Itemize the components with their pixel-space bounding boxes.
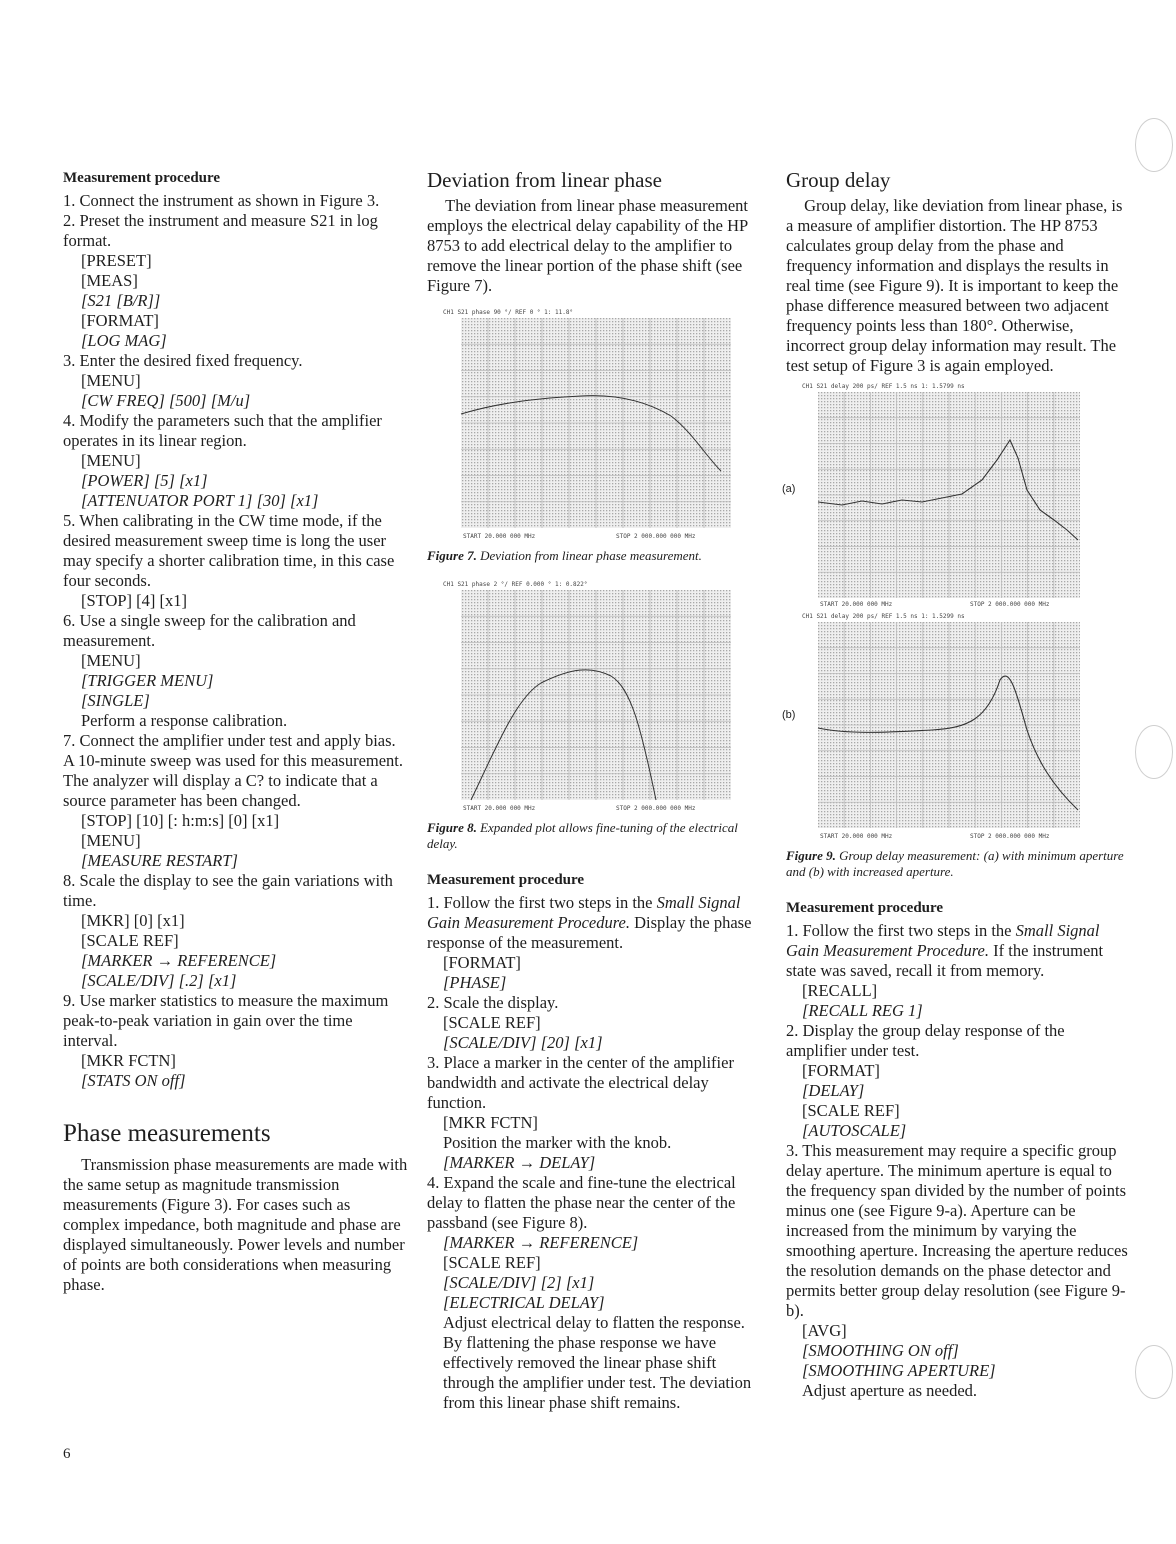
keystroke-line: [S21 [B/R]] [81,291,161,310]
keystroke-line: [CW FREQ] [500] [M/u] [81,391,251,410]
procedure-step: 2. Scale the display. [427,993,559,1012]
procedure-steps [63,191,408,1091]
keystroke-line: Adjust electrical delay to flatten the response. By flattening the phase response we have effectively removed the linear phase shift through the amplifier under test. The deviation from this linear phase shift remains. [443,1313,752,1412]
procedure-step: 2. Preset the instrument and measure S21 in log format. [63,211,378,250]
fig8-stop: STOP 2 000.000 000 MHz [616,805,696,812]
keystroke-line: [MENU] [81,831,141,850]
keystroke-line: [SMOOTHING APERTURE] [802,1361,996,1380]
column-2 [427,168,767,1413]
fig7-start: START 20.000 000 MHz [463,533,536,540]
keystroke-line: [MKR FCTN] [443,1113,538,1132]
phase-measurements-heading: Phase measurements [63,1120,271,1147]
procedure-step: 3. Enter the desired fixed frequency. [63,351,303,370]
keystroke-line: Adjust aperture as needed. [802,1381,978,1400]
keystroke-line: [SCALE REF] [81,931,179,950]
keystroke-line: [MEASURE RESTART] [81,851,238,870]
keystroke-line: [PHASE] [443,973,507,992]
keystroke-line: [MARKER → REFERENCE] [81,951,277,970]
procedure-step: 7. Connect the amplifier under test and apply bias. A 10-minute sweep was used for this measurement. The analyzer will display a C? to indicate that a source parameter has been changed. [63,731,404,810]
keystroke-line: [SCALE REF] [443,1013,541,1032]
procedure-step: 4. Expand the scale and fine-tune the electrical delay to flatten the phase near the center of the passband (see Figure 8). [427,1173,736,1232]
keystroke-line: Position the marker with the knob. [443,1133,672,1152]
measurement-procedure-heading-3: Measurement procedure [786,900,944,916]
procedure-step: 3. Place a marker in the center of the amplifier bandwidth and activate the electrical delay function. [427,1053,734,1112]
procedure-step: 2. Display the group delay response of the amplifier under test. [786,1021,1065,1060]
column-3 [782,168,1128,1401]
keystroke-line: [MKR] [0] [x1] [81,911,185,930]
binder-hole [1135,1345,1173,1399]
keystroke-line: [SCALE REF] [802,1101,900,1120]
procedure-step: 1. Connect the instrument as shown in Figure 3. [63,191,380,210]
keystroke-line: [FORMAT] [81,311,159,330]
procedure-step: 3. This measurement may require a specific group delay aperture. The minimum aperture is equal to the frequency span divided by the number of points minus one (see Figure 9-a). Aperture can be increased from the minimum by varying the smoothing aperture. Increasing the aperture reduces the resolution demands on the phase detector and permits better group delay resolution (see Figure 9-b). [786,1141,1128,1320]
deviation-intro: The deviation from linear phase measurement employs the electrical delay capability of the HP 8753 to add electrical delay to the amplifier to remove the linear portion of the phase shift (see Figure 7). [427,196,748,295]
keystroke-line: [RECALL REG 1] [802,1001,923,1020]
keystroke-line: [LOG MAG] [81,331,167,350]
keystroke-line: [STATS ON off] [81,1071,186,1090]
fig8-start: START 20.000 000 MHz [463,805,536,812]
procedure-step: 8. Scale the display to see the gain variations with time. [63,871,393,910]
deviation-heading: Deviation from linear phase [427,168,662,192]
group-delay-intro: Group delay, like deviation from linear phase, is a measure of amplifier distortion. The HP 8753 calculates group delay from the phase and frequency information and displays the results in real time (see Figure 9). It is important to keep the phase difference measured between two adjacent frequency points less than 180°. Otherwise, incorrect group delay information may result. The test setup of Figure 3 is again employed. [786,196,1123,375]
keystroke-line: [STOP] [4] [x1] [81,591,188,610]
figure-8-plot [441,578,741,814]
procedure-step: 9. Use marker statistics to measure the maximum peak-to-peak variation in gain over the time interval. [63,991,389,1050]
group-delay-heading: Group delay [786,168,891,192]
keystroke-line: [MARKER → REFERENCE] [443,1233,639,1252]
figure-9a-plot [782,380,1082,608]
keystroke-line: [SCALE/DIV] [.2] [x1] [81,971,237,990]
procedure-steps-3 [786,921,1128,1401]
keystroke-line: [PRESET] [81,251,152,270]
fig9a-header: CH1 S21 delay 200 ps/ REF 1.5 ns 1: 1.5799 ns [802,383,965,390]
keystroke-line: [MENU] [81,451,141,470]
page-number: 6 [63,1446,71,1462]
keystroke-line: [SINGLE] [81,691,150,710]
fig9a-start: START 20.000 000 MHz [820,601,893,608]
procedure-step: 1. Follow the first two steps in the Small Signal Gain Measurement Procedure. If the instrument state was saved, recall it from memory. [786,921,1104,980]
fig9a-stop: STOP 2 000.000 000 MHz [970,601,1050,608]
keystroke-line: [FORMAT] [802,1061,880,1080]
keystroke-line: [SCALE REF] [443,1253,541,1272]
procedure-step: 1. Follow the first two steps in the Small Signal Gain Measurement Procedure. Display the phase response of the measurement. [427,893,752,952]
keystroke-line: [AUTOSCALE] [802,1121,907,1140]
fig9b-stop: STOP 2 000.000 000 MHz [970,833,1050,840]
figure-7-caption: Figure 7. Deviation from linear phase measurement. [427,548,702,563]
keystroke-line: [MENU] [81,371,141,390]
phase-measurements-text: Transmission phase measurements are made with the same setup as magnitude transmission measurements (Figure 3). For cases such as complex impedance, both magnitude and phase are displayed simultaneously. Power levels and number of points are both considerations when measuring phase. [63,1155,408,1294]
measurement-procedure-heading-2: Measurement procedure [427,872,585,888]
procedure-steps-2 [427,893,767,1413]
fig8-header: CH1 S21 phase 2 °/ REF 0.000 ° 1: 0.822° [443,581,588,588]
keystroke-line: [SCALE/DIV] [2] [x1] [443,1273,595,1292]
keystroke-line: [SCALE/DIV] [20] [x1] [443,1033,603,1052]
keystroke-line: Perform a response calibration. [81,711,288,730]
column-1 [63,168,408,1295]
fig9b-tag: (b) [782,709,796,721]
figure-9b-plot [782,610,1082,842]
keystroke-line: [MEAS] [81,271,138,290]
figure-8-caption: Figure 8. Expanded plot allows fine-tuning of the electrical delay. [427,820,738,851]
keystroke-line: [FORMAT] [443,953,521,972]
keystroke-line: [MARKER → DELAY] [443,1153,596,1172]
binder-hole [1135,725,1173,779]
keystroke-line: [TRIGGER MENU] [81,671,214,690]
keystroke-line: [RECALL] [802,981,878,1000]
binder-hole [1135,118,1173,172]
fig9b-header: CH1 S21 delay 200 ps/ REF 1.5 ns 1: 1.5299 ns [802,613,965,620]
keystroke-line: [MENU] [81,651,141,670]
keystroke-line: [SMOOTHING ON off] [802,1341,959,1360]
keystroke-line: [ELECTRICAL DELAY] [443,1293,605,1312]
figure-9-caption: Figure 9. Group delay measurement: (a) with minimum aperture and (b) with increased aperture. [786,848,1124,879]
keystroke-line: [AVG] [802,1321,847,1340]
figure-7-plot [441,306,741,542]
fig9a-tag: (a) [782,483,796,495]
keystroke-line: [POWER] [5] [x1] [81,471,208,490]
keystroke-line: [MKR FCTN] [81,1051,176,1070]
fig7-stop: STOP 2 000.000 000 MHz [616,533,696,540]
procedure-step: 4. Modify the parameters such that the amplifier operates in its linear region. [63,411,382,450]
keystroke-line: [STOP] [10] [: h:m:s] [0] [x1] [81,811,280,830]
procedure-step: 6. Use a single sweep for the calibration and measurement. [63,611,356,650]
procedure-step: 5. When calibrating in the CW time mode, if the desired measurement sweep time is long the user may specify a shorter calibration time, in this case four seconds. [63,511,395,590]
measurement-procedure-heading: Measurement procedure [63,170,221,186]
keystroke-line: [ATTENUATOR PORT 1] [30] [x1] [81,491,319,510]
keystroke-line: [DELAY] [802,1081,865,1100]
fig9b-start: START 20.000 000 MHz [820,833,893,840]
fig7-header: CH1 S21 phase 90 °/ REF 0 ° 1: 11.8° [443,309,574,316]
